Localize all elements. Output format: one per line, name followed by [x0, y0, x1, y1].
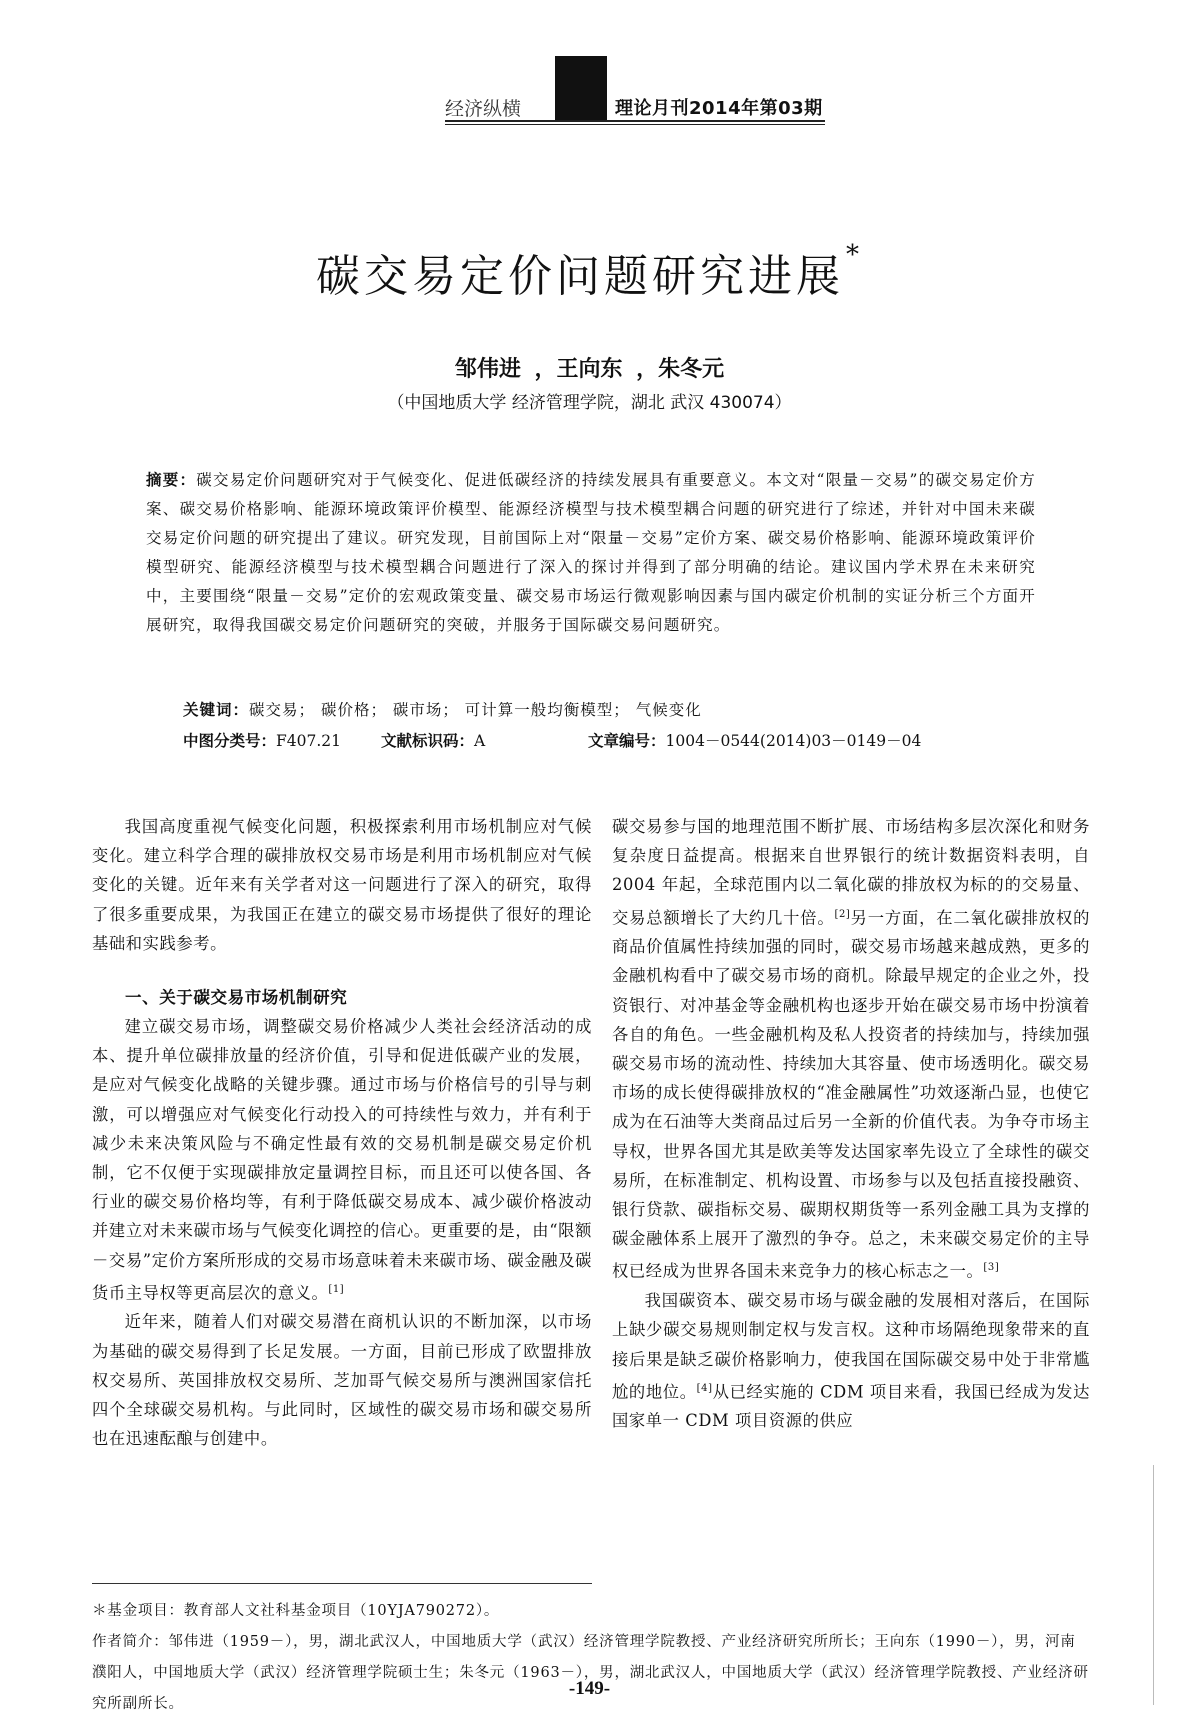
article-number-label: 文章编号： — [588, 732, 666, 750]
intro-paragraph: 我国高度重视气候变化问题，积极探索利用市场机制应对气候变化。建立科学合理的碳排放权交易市场是利用市场机制应对气候变化的关键。近年来有关学者对这一问题进行了深入的研究，取得了很多重要成果，为我国正在建立的碳交易市场提供了很好的理论基础和实践参考。 — [92, 817, 592, 953]
page-number: -149- — [568, 1678, 611, 1699]
keywords — [183, 698, 1043, 720]
document-code-value: A — [474, 732, 486, 750]
footnote-rule — [92, 1583, 592, 1584]
body-paragraph: 近年来，随着人们对碳交易潜在商机认识的不断加深，以市场为基础的碳交易得到了长足发展。一方面，目前已形成了欧盟排放权交易所、英国排放权交易所、芝加哥气候交易所与澳洲国家信托四个全球碳交易机构。与此同时，区域性的碳交易市场和碳交易所也在迅速酝酿与创建中。 — [92, 1312, 592, 1449]
body-paragraph-text: 我国碳资本、碳交易市场与碳金融的发展相对落后，在国际上缺少碳交易规则制定权与发言权。这种市场隔绝现象带来的直接后果是缺乏碳价格影响力，使我国在国际碳交易中处于非常尴尬的地位。 — [612, 1291, 1090, 1402]
scan-edge-line — [1153, 1465, 1154, 1705]
journal-issue-label: 理论月刊2014年第03期 — [615, 98, 823, 119]
article-number — [588, 729, 921, 751]
header-rule-thin — [445, 124, 825, 125]
citation: [1] — [328, 1283, 345, 1295]
keywords-label: 关键词： — [183, 701, 250, 719]
document-code — [381, 729, 485, 751]
section-heading: 一、关于碳交易市场机制研究 — [125, 988, 348, 1008]
article-number-value: 1004－0544(2014)03－0149－04 — [665, 732, 922, 750]
clc-label: 中图分类号： — [183, 732, 277, 750]
journal-section-label: 经济纵横 — [445, 98, 522, 120]
body-paragraph-text: 建立碳交易市场，调整碳交易价格减少人类社会经济活动的成本、提升单位碳排放量的经济价值，引导和促进低碳产业的发展，是应对气候变化战略的关键步骤。通过市场与价格信号的引导与刺激，可以增强应对气候变化行动投入的可持续性与效力，并有利于减少未来决策风险与不确定性最有效的交易机制是碳交易定价机制，它不仅便于实现碳排放定量调控目标，而且还可以使各国、各行业的碳交易价格均等，有利于降低碳交易成本、减少碳价格波动并建立对未来碳市场与气候变化调控的信心。更重要的是，由“限额－交易”定价方案所形成的交易市场意味着未来碳市场、碳金融及碳货币主导权等更高层次的意义。 — [92, 1017, 592, 1303]
body-column-right — [612, 812, 1090, 1436]
paper-title — [0, 240, 1179, 304]
document-code-label: 文献标识码： — [381, 732, 475, 750]
clc-value: F407.21 — [276, 732, 342, 750]
paper-title-text: 碳交易定价问题研究进展 — [316, 251, 844, 302]
body-paragraph — [612, 1286, 1090, 1435]
body-paragraph-continued — [612, 812, 1090, 1286]
author-bio-note: 作者简介：邹伟进（1959－），男，湖北武汉人，中国地质大学（武汉）经济管理学院教授、产业经济研究所所长；王向东（1990－），男，河南濮阳人，中国地质大学（武汉）经济管理学院硕士生；朱冬元（1963－），男，湖北武汉人，中国地质大学（武汉）经济管理学院教授、产业经济研究所副所长。 — [92, 1634, 1089, 1712]
body-paragraph-text: 碳交易参与国的地理范围不断扩展、市场结构多层次深化和财务复杂度日益提高。根据来自世界银行的统计数据资料表明，自 2004 年起，全球范围内以二氧化碳的排放权为标的的交易量、交易总额增长了大约几十倍。 — [612, 817, 1090, 928]
body-column-left — [92, 812, 592, 1453]
clc-code — [183, 729, 341, 751]
body-paragraph-text: 从已经实施的 CDM 项目来看，我国已经成为发达国家单一 CDM 项目资源的供应 — [612, 1382, 1090, 1431]
keywords-text: 碳交易； 碳价格； 碳市场； 可计算一般均衡模型； 气候变化 — [249, 701, 702, 719]
author-list: 邹伟进 ，王向东 ，朱冬元 — [454, 357, 725, 382]
header-rule — [445, 120, 825, 122]
title-footnote-mark: * — [846, 240, 863, 270]
body-paragraph-text: 另一方面，在二氧化碳排放权的商品价值属性持续加强的同时，碳交易市场越来越成熟，更多的金融机构看中了碳交易市场的商机。除最早规定的企业之外，投资银行、对冲基金等金融机构也逐步开始在碳交易市场中扮演着各自的角色。一些金融机构及私人投资者的持续加与，持续加强碳交易市场的流动性、持续加大其容量、使市场透明化。碳交易市场的成长使得碳排放权的“准金融属性”功效逐渐凸显，也使它成为在石油等大类商品过后另一全新的价值代表。为争夺市场主导权，世界各国尤其是欧美等发达国家率先设立了全球性的碳交易所，在标准制定、机构设置、市场参与以及包括直接投融资、银行贷款、碳指标交易、碳期权期货等一系列金融工具为支撑的碳金融体系上展开了激烈的争夺。总之，未来碳交易定价的主导权已经成为世界各国未来竞争力的核心标志之一。 — [612, 908, 1090, 1281]
citation: [4] — [696, 1382, 713, 1394]
abstract-text: 碳交易定价问题研究对于气候变化、促进低碳经济的持续发展具有重要意义。本文对“限量－交易”的碳交易定价方案、碳交易价格影响、能源环境政策评价模型、能源经济模型与技术模型耦合问题的研究进行了综述，并针对中国未来碳交易定价问题的研究提出了建议。研究发现，目前国际上对“限量－交易”定价方案、碳交易价格影响、能源环境政策评价模型研究、能源经济模型与技术模型耦合问题进行了深入的探讨并得到了部分明确的结论。建议国内学术界在未来研究中，主要围绕“限量－交易”定价的宏观政策变量、碳交易市场运行微观影响因素与国内碳定价机制的实证分析三个方面开展研究，取得我国碳交易定价问题研究的突破，并服务于国际碳交易问题研究。 — [146, 471, 1036, 634]
citation: [3] — [983, 1262, 1000, 1274]
funding-note: ＊基金项目：教育部人文社科基金项目（10YJA790272）。 — [92, 1603, 500, 1619]
body-paragraph — [92, 1012, 592, 1307]
citation: [2] — [834, 908, 851, 920]
footnotes — [92, 1596, 1090, 1720]
affiliation: （中国地质大学 经济管理学院，湖北 武汉 430074） — [387, 393, 792, 413]
running-header — [445, 88, 825, 124]
abstract-label: 摘要： — [146, 471, 197, 489]
header-black-block — [555, 56, 607, 122]
abstract — [146, 466, 1036, 640]
classification-line — [183, 729, 1043, 753]
